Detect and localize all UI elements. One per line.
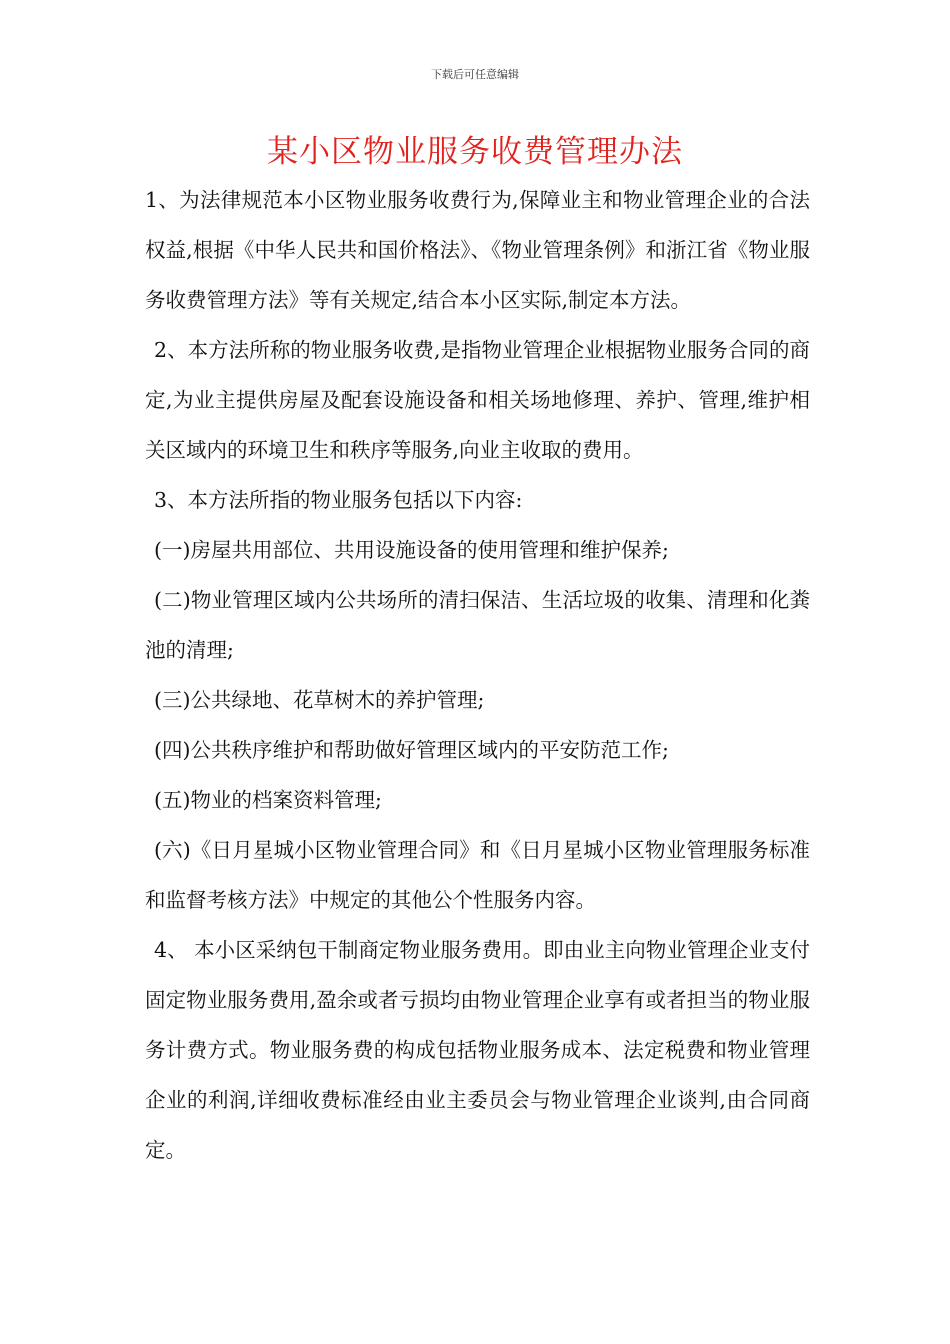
paragraph-4: 4、 本小区采纳包干制商定物业服务费用。即由业主向物业管理企业支付固定物业服务费用,盈余或者亏损均由物业管理企业享有或者担当的物业服务计费方式。物业服务费的构成包括物业服务成本、法定税费和物业管理企业的利润,详细收费标准经由业主委员会与物业管理企业谈判,由合同商定。 [145, 938, 810, 1162]
document-title: 某小区物业服务收费管理办法 [267, 134, 683, 170]
paragraph-3: 3、本方法所指的物业服务包括以下内容: [154, 488, 523, 512]
list-item-1: (一)房屋共用部位、共用设施设备的使用管理和维护保养; [154, 538, 669, 562]
document-body [145, 175, 810, 1175]
paragraph-1: 1、为法律规范本小区物业服务收费行为,保障业主和物业管理企业的合法权益,根据《中华人民共和国价格法》、《物业管理条例》和浙江省《物业服务收费管理方法》等有关规定,结合本小区实际,制定本方法。 [145, 188, 810, 312]
list-item-3: (三)公共绿地、花草树木的养护管理; [154, 688, 485, 712]
list-item-6: (六)《日月星城小区物业管理合同》和《日月星城小区物业管理服务标准和监督考核方法》中规定的其他公个性服务内容。 [145, 838, 810, 912]
list-item-5: (五)物业的档案资料管理; [154, 788, 382, 812]
header-note: 下载后可任意编辑 [431, 68, 519, 81]
paragraph-2: 2、本方法所称的物业服务收费,是指物业管理企业根据物业服务合同的商定,为业主提供房屋及配套设施设备和相关场地修理、养护、管理,维护相关区域内的环境卫生和秩序等服务,向业主收取的费用。 [145, 338, 810, 462]
list-item-4: (四)公共秩序维护和帮助做好管理区域内的平安防范工作; [154, 738, 669, 762]
list-item-2: (二)物业管理区域内公共场所的清扫保洁、生活垃圾的收集、清理和化粪池的清理; [145, 588, 810, 662]
